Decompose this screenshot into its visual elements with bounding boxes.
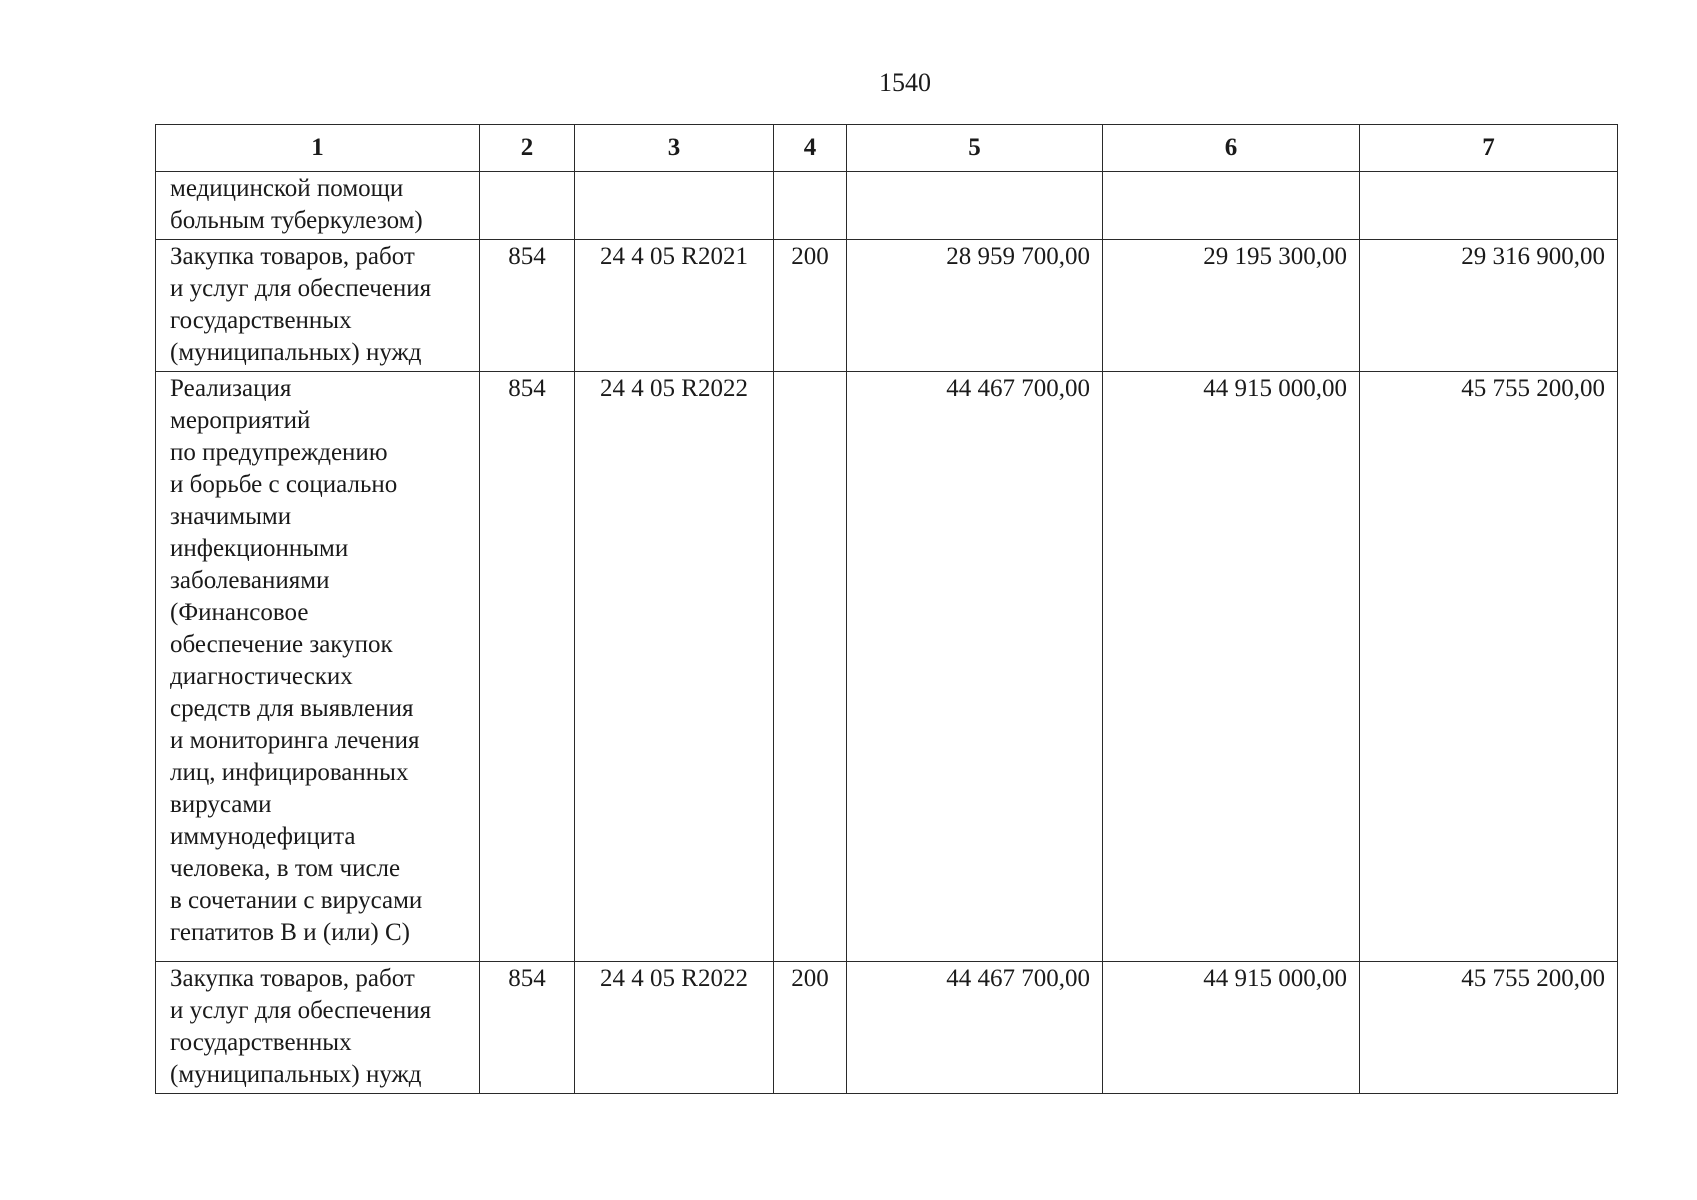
row-grbs-code: 854 xyxy=(480,962,575,1094)
row-target-article: 24 4 05 R2022 xyxy=(575,962,774,1094)
row-amount-col5: 28 959 700,00 xyxy=(847,240,1103,372)
row-expense-type xyxy=(774,372,847,962)
row-amount-col6: 44 915 000,00 xyxy=(1103,372,1360,962)
row-amount-col7 xyxy=(1360,172,1618,240)
page-number: 1540 xyxy=(879,68,931,97)
row-expense-type xyxy=(774,172,847,240)
row-grbs-code: 854 xyxy=(480,240,575,372)
table-row xyxy=(156,962,1618,1094)
row-target-article: 24 4 05 R2021 xyxy=(575,240,774,372)
header-col-5: 5 xyxy=(847,125,1103,172)
row-amount-col7: 29 316 900,00 xyxy=(1360,240,1618,372)
header-col-6: 6 xyxy=(1103,125,1360,172)
row-expense-type: 200 xyxy=(774,240,847,372)
header-col-2: 2 xyxy=(480,125,575,172)
table-row xyxy=(156,172,1618,240)
row-amount-col6: 29 195 300,00 xyxy=(1103,240,1360,372)
header-col-7: 7 xyxy=(1360,125,1618,172)
header-col-1: 1 xyxy=(156,125,480,172)
row-expense-type: 200 xyxy=(774,962,847,1094)
row-amount-col5 xyxy=(847,172,1103,240)
row-description: медицинской помощи больным туберкулезом) xyxy=(156,172,480,240)
table-row xyxy=(156,372,1618,962)
row-grbs-code xyxy=(480,172,575,240)
header-col-3: 3 xyxy=(575,125,774,172)
row-amount-col5: 44 467 700,00 xyxy=(847,962,1103,1094)
row-description: Реализация мероприятий по предупреждению и борьбе с социально значимыми инфекционными заболеваниями (Финансовое обеспечение закупок диагностических средств для выявления и мониторинга лечения лиц, инфицированных вирусами иммунодефицита человека, в том числе в сочетании с вирусами гепатитов В и (или) С) xyxy=(156,372,480,962)
row-amount-col7: 45 755 200,00 xyxy=(1360,962,1618,1094)
row-target-article: 24 4 05 R2022 xyxy=(575,372,774,962)
row-grbs-code: 854 xyxy=(480,372,575,962)
row-description: Закупка товаров, работ и услуг для обеспечения государственных (муниципальных) нужд xyxy=(156,962,480,1094)
row-description: Закупка товаров, работ и услуг для обеспечения государственных (муниципальных) нужд xyxy=(156,240,480,372)
row-amount-col7: 45 755 200,00 xyxy=(1360,372,1618,962)
row-amount-col6 xyxy=(1103,172,1360,240)
header-row xyxy=(156,125,1618,172)
row-target-article xyxy=(575,172,774,240)
row-amount-col6: 44 915 000,00 xyxy=(1103,962,1360,1094)
row-amount-col5: 44 467 700,00 xyxy=(847,372,1103,962)
header-col-4: 4 xyxy=(774,125,847,172)
budget-table xyxy=(155,124,1618,1094)
table-row xyxy=(156,240,1618,372)
